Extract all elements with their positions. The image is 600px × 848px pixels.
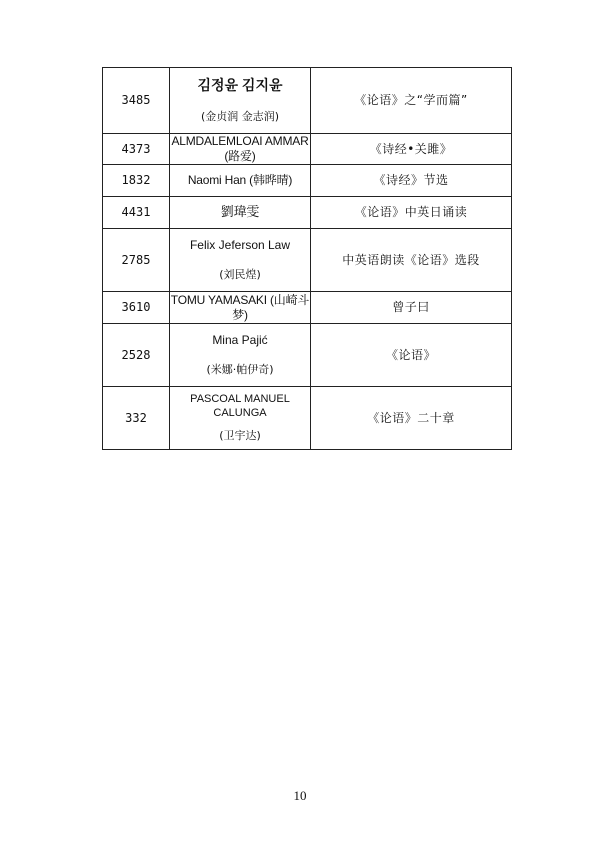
table-row bbox=[103, 229, 512, 292]
entry-id: 3610 bbox=[103, 292, 170, 324]
entry-name-chinese: (卫宇达) bbox=[219, 429, 261, 443]
entry-id: 4431 bbox=[103, 197, 170, 229]
table-row bbox=[103, 197, 512, 229]
entry-id: 3485 bbox=[103, 68, 170, 134]
entry-name-chinese: (米娜·帕伊奇) bbox=[206, 363, 274, 377]
entries-table bbox=[102, 67, 512, 450]
entry-name-cell bbox=[170, 68, 311, 134]
entry-work-title: 《诗经》节选 bbox=[311, 165, 512, 197]
entry-name-cell bbox=[170, 387, 311, 450]
entry-name-cell bbox=[170, 324, 311, 387]
entry-name-chinese: (金贞润 金志润) bbox=[200, 110, 280, 124]
entry-work-title: 中英语朗读《论语》选段 bbox=[311, 229, 512, 292]
entry-id: 4373 bbox=[103, 134, 170, 165]
table-row bbox=[103, 134, 512, 165]
entry-work-title: 《论语》中英日诵读 bbox=[311, 197, 512, 229]
entry-work-title: 《论语》二十章 bbox=[311, 387, 512, 450]
entry-name: TOMU YAMASAKI (山崎斗梦) bbox=[170, 292, 310, 322]
entry-name: Mina Pajić bbox=[212, 333, 268, 348]
table-row bbox=[103, 324, 512, 387]
entry-id: 2785 bbox=[103, 229, 170, 292]
page-number: 10 bbox=[293, 788, 307, 803]
entry-id: 1832 bbox=[103, 165, 170, 197]
table-row bbox=[103, 292, 512, 324]
table-row bbox=[103, 387, 512, 450]
entry-name: 김정윤 김지윤 bbox=[197, 77, 283, 94]
entry-name: 劉瑋雯 bbox=[170, 197, 311, 229]
entry-id: 2528 bbox=[103, 324, 170, 387]
entry-name-cell bbox=[170, 229, 311, 292]
entry-id: 332 bbox=[103, 387, 170, 450]
entry-name: ALMDALEMLOAI AMMAR (路爱) bbox=[171, 134, 309, 163]
entry-name: Naomi Han (韩晔晴) bbox=[170, 165, 311, 197]
entry-work-title: 《论语》 bbox=[311, 324, 512, 387]
entry-work-title: 曾子曰 bbox=[311, 292, 512, 324]
table-row bbox=[103, 165, 512, 197]
entry-name: Felix Jeferson Law bbox=[189, 238, 291, 253]
entry-work-title: 《诗经•关雎》 bbox=[311, 134, 512, 165]
table-row bbox=[103, 68, 512, 134]
entry-work-title: 《论语》之“学而篇” bbox=[311, 68, 512, 134]
entry-name-chinese: (刘民煌) bbox=[219, 268, 261, 282]
entry-name: PASCOAL MANUEL CALUNGA bbox=[190, 392, 290, 419]
